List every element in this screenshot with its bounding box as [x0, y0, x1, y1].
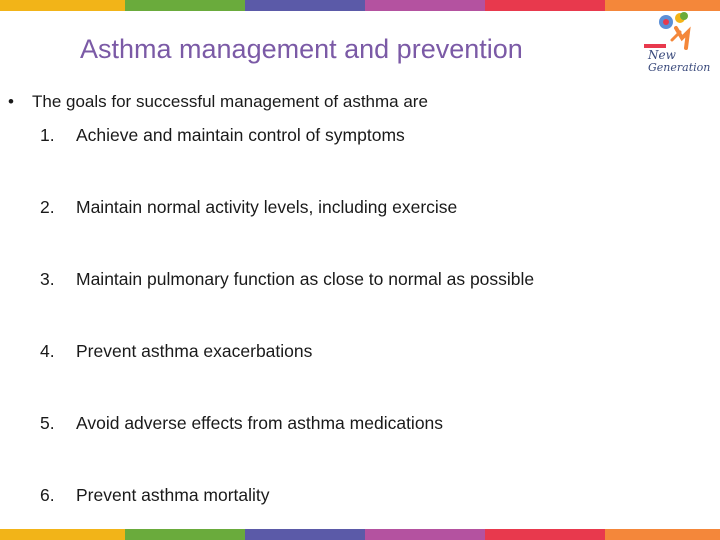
logo-figures-icon — [636, 10, 718, 50]
stripe-segment — [485, 529, 605, 540]
goal-text: Achieve and maintain control of symptoms — [76, 125, 405, 145]
goal-text: Maintain normal activity levels, including exercise — [76, 197, 458, 217]
goal-item — [40, 341, 312, 362]
stripe-segment — [485, 0, 605, 11]
goal-text: Avoid adverse effects from asthma medications — [76, 413, 444, 433]
goal-number: 6. — [40, 485, 55, 505]
intro-text: The goals for successful management of asthma are — [32, 92, 428, 111]
goal-number: 3. — [40, 269, 55, 289]
stripe-segment — [245, 0, 365, 11]
goal-number: 4. — [40, 341, 55, 361]
logo-text-line1: New — [648, 48, 676, 62]
stripe-segment — [245, 529, 365, 540]
goal-number: 2. — [40, 197, 55, 217]
goal-number: 5. — [40, 413, 55, 433]
stripe-segment — [365, 529, 485, 540]
new-generation-logo — [636, 10, 718, 76]
goal-text: Prevent asthma mortality — [76, 485, 270, 505]
goal-item — [40, 269, 534, 290]
goal-item — [40, 413, 443, 434]
bullet-marker: • — [8, 92, 14, 111]
stripe-segment — [0, 0, 125, 11]
goal-item — [40, 125, 405, 146]
stripe-segment — [125, 529, 245, 540]
goal-number: 1. — [40, 125, 55, 145]
goal-item — [40, 197, 457, 218]
stripe-segment — [125, 0, 245, 11]
stripe-segment — [0, 529, 125, 540]
stripe-segment — [605, 529, 720, 540]
logo-text-line2: Generation — [648, 61, 711, 74]
goal-text: Maintain pulmonary function as close to normal as possible — [76, 269, 535, 289]
intro-bullet — [8, 92, 428, 112]
goal-text: Prevent asthma exacerbations — [76, 341, 313, 361]
stripe-segment — [365, 0, 485, 11]
goal-item — [40, 485, 270, 506]
slide-title: Asthma management and prevention — [80, 34, 523, 64]
